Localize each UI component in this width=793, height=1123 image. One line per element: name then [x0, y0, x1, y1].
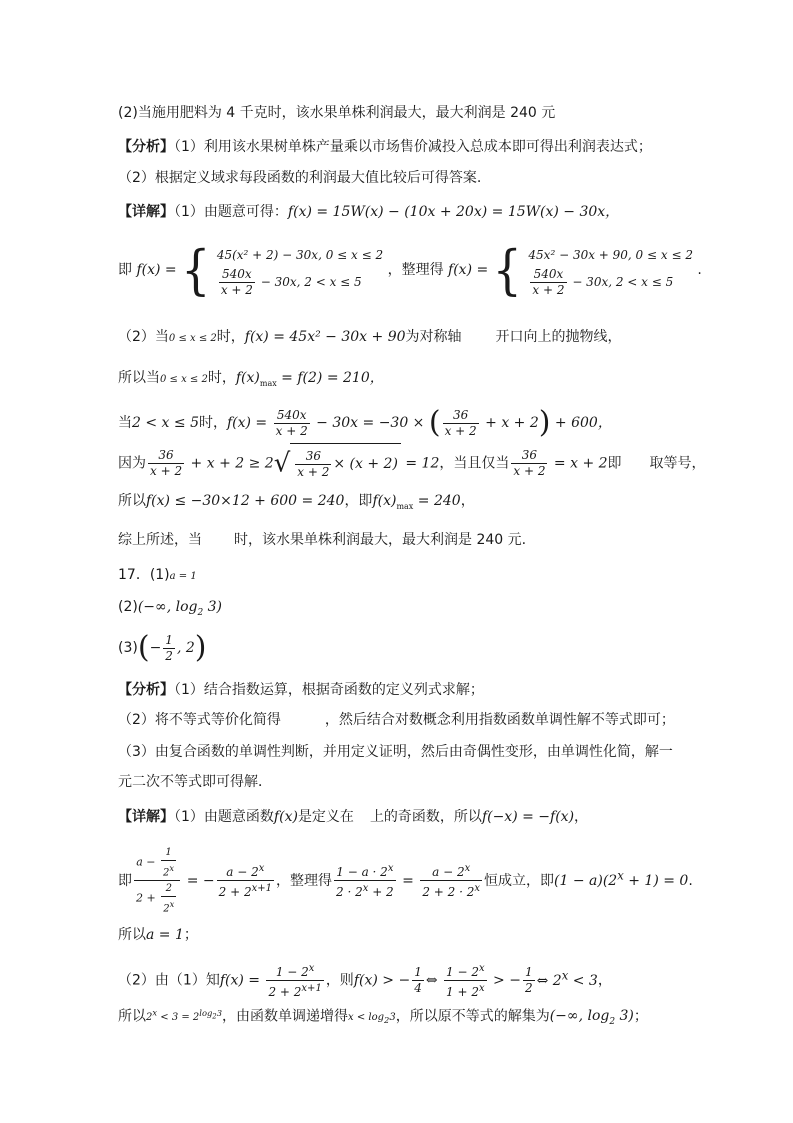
- analysis-tag: 【分析】: [118, 682, 174, 698]
- brace-icon: {: [492, 238, 522, 302]
- detail-line-5: 因为 $\frac{36}{x + 2}$ + x + 2 ≥ 2√ $\frac{36}{x + 2}$ × (x + 2) = 12，当且仅当 $\frac{36}{x + 2}$ = x + 2即 取等号，: [118, 443, 706, 484]
- q17-answer-3: (3)(− $\frac{1}{2}$ , 2): [118, 630, 207, 665]
- detail-line-3: 所以当0 ≤ x ≤ 2时，$f(x)_{max} = f(2) = 210$，: [118, 370, 384, 388]
- analysis2-line-3: （3）由复合函数的单调性判断，并用定义证明，然后由奇偶性变形，由单调性化简，解一: [118, 744, 673, 760]
- detail2-line-4: （2）由（1）知f(x) = $\frac{1 - 2^x}{2 + 2^{x+1}}$ ，则f(x) > − $\frac{1}{4}$ ⇔ $\frac{1 - 2^x}{1 + 2^x}$ > − $\frac{1}{2}$ ⇔ $2^x < 3$，: [118, 963, 612, 1000]
- detail-tag: 【详解】: [118, 204, 174, 220]
- piecewise-cases-2: 45x² − 30x + 90, 0 ≤ x ≤ 2 $\frac{540x}{x + 2}$ − 30x, 2 < x ≤ 5: [528, 247, 693, 297]
- profit-formula: f(x) = 15W(x) − (10x + 20x) = 15W(x) − 30x，: [287, 204, 620, 220]
- analysis2-line-1: 【分析】（1）结合指数运算，根据奇函数的定义列式求解；: [118, 682, 484, 698]
- detail2-line-2: 即 a − $\frac{1}{2^x}$ 2 + $\frac{2}{2^x}$ = − $\frac{a - 2^x}{2 + 2^{x+1}}$ ，整理得 $\frac{1 - a \cdot 2^x}{2 \cdot 2^x + 2}$ = $\frac{a - 2^x}{2 + 2 \cdot 2^x}$ 恒成立，即$(1 - a)(2^x + 1) = 0$.: [118, 847, 693, 915]
- piecewise-line: 即 f(x) = { 45(x² + 2) − 30x, 0 ≤ x ≤ 2 $\frac{540x}{x + 2}$ − 30x, 2 < x ≤ 5 ，整理得 f(x) = { 45x² − 30x + 90, 0 ≤ x ≤ 2 $\frac{540x}{x + 2}$ − 30x, 2 < x ≤ 5 .: [118, 238, 702, 302]
- detail2-line-3: 所以a = 1；: [118, 927, 198, 943]
- detail2-line-5: 所以$2^x < 3 = 2^{log_23}$，由函数单调递增得$x < \log_23$，所以原不等式的解集为(−∞, $\log_2 3$)；: [118, 1008, 648, 1028]
- detail-line-4: 当2 < x ≤ 5时，f(x) = $\frac{540x}{x + 2}$ − 30x = −30 × ( $\frac{36}{x + 2}$ + x + 2) + 600，: [118, 405, 612, 440]
- detail-line-2: （2）当0 ≤ x ≤ 2时，f(x) = 45x² − 30x + 90为对称轴 开口向上的抛物线，: [118, 329, 622, 345]
- detail-line-6: 所以f(x) ≤ −30×12 + 600 = 240，即$f(x)_{max} = 240$，: [118, 493, 475, 511]
- piecewise-cases-1: 45(x² + 2) − 30x, 0 ≤ x ≤ 2 $\frac{540x}{x + 2}$ − 30x, 2 < x ≤ 5: [216, 247, 384, 297]
- analysis-line-2: （2）根据定义域求每段函数的利润最大值比较后可得答案.: [118, 170, 482, 186]
- analysis-line-1: 【分析】（1）利用该水果树单株产量乘以市场售价减投入总成本即可得出利润表达式；: [118, 139, 652, 155]
- detail-line-7: 综上所述，当 时，该水果单株利润最大，最大利润是 240 元.: [118, 532, 527, 548]
- answer-line-16-2: (2)当施用肥料为 4 千克时，该水果单株利润最大，最大利润是 240 元: [118, 105, 556, 121]
- q17-answer-1: 17．(1)a = 1: [118, 567, 197, 583]
- analysis2-line-4: 元二次不等式即可得解．: [118, 774, 272, 790]
- detail-line-1: 【详解】（1）由题意可得：f(x) = 15W(x) − (10x + 20x) = 15W(x) − 30x，: [118, 204, 620, 220]
- detail2-line-1: 【详解】（1）由题意函数f(x)是定义在 上的奇函数，所以f(−x) = −f(x)，: [118, 809, 589, 825]
- analysis2-line-2: （2）将不等式等价化简得 ，然后结合对数概念利用指数函数单调性解不等式即可；: [118, 712, 675, 728]
- detail-tag: 【详解】: [118, 809, 174, 825]
- q17-answer-2: (2)(−∞, $\log_2 3$): [118, 599, 223, 618]
- brace-icon: {: [181, 238, 211, 302]
- analysis-tag: 【分析】: [118, 139, 174, 155]
